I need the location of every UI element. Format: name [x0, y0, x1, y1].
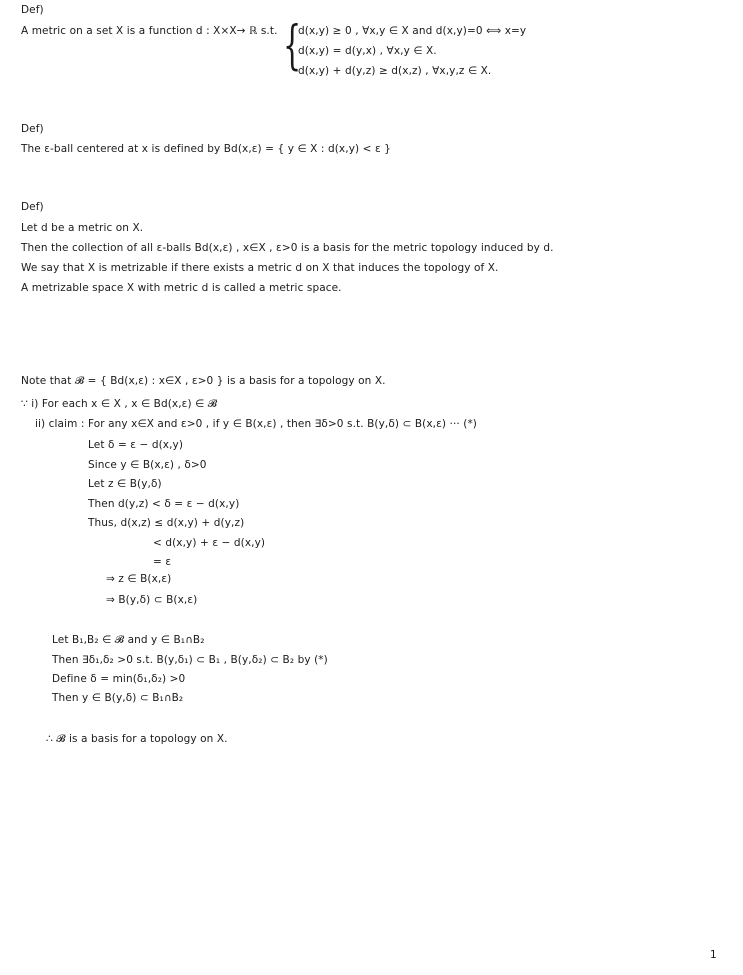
claim-line-1: Let δ = ε − d(x,y) — [88, 439, 184, 451]
claim-line-5: Thus, d(x,z) ≤ d(x,y) + d(y,z) — [88, 517, 245, 529]
basis-line-1: Let B₁,B₂ ∈ 𝓑 and y ∈ B₁∩B₂ — [52, 634, 205, 646]
basis-line-2: Then ∃δ₁,δ₂ >0 s.t. B(y,δ₁) ⊂ B₁ , B(y,δ₂) ⊂ B₂ by (*) — [52, 654, 328, 666]
def3-line-3: We say that X is metrizable if there exists a metric d on X that induces the topology of X. — [21, 262, 499, 274]
claim-line-4: Then d(y,z) < δ = ε − d(x,y) — [88, 498, 240, 510]
claim-line-8: ⇒ z ∈ B(x,ε) — [106, 573, 172, 585]
proof-step-2-claim: ii) claim : For any x∈X and ε>0 , if y ∈ B(x,ε) , then ∃δ>0 s.t. B(y,δ) ⊂ B(x,ε) ··· (*) — [35, 418, 478, 430]
claim-line-7: = ε — [153, 556, 172, 568]
def2-heading: Def) — [21, 123, 44, 135]
claim-line-9: ⇒ B(y,δ) ⊂ B(x,ε) — [106, 594, 198, 606]
def1-heading: Def) — [21, 4, 44, 16]
def1-intro: A metric on a set X is a function d : X×X→ ℝ s.t. — [21, 25, 278, 37]
curly-brace-icon: { — [283, 16, 302, 76]
def1-condition-2: d(x,y) = d(y,x) , ∀x,y ∈ X. — [298, 45, 437, 57]
proof-step-1: ∵ i) For each x ∈ X , x ∈ Bd(x,ε) ∈ 𝓑 — [21, 398, 218, 410]
claim-line-3: Let z ∈ B(y,δ) — [88, 478, 162, 490]
page-number: 1 — [710, 949, 717, 961]
claim-line-6: < d(x,y) + ε − d(x,y) — [153, 537, 266, 549]
def3-heading: Def) — [21, 201, 44, 213]
basis-line-3: Define δ = min(δ₁,δ₂) >0 — [52, 673, 186, 685]
def3-line-1: Let d be a metric on X. — [21, 222, 144, 234]
def2-text: The ε-ball centered at x is defined by Bd(x,ε) = { y ∈ X : d(x,y) < ε } — [21, 143, 391, 155]
proof-note: Note that 𝓑 = { Bd(x,ε) : x∈X , ε>0 } is a basis for a topology on X. — [21, 375, 386, 387]
def3-line-4: A metrizable space X with metric d is called a metric space. — [21, 282, 342, 294]
def3-line-2: Then the collection of all ε-balls Bd(x,ε) , x∈X , ε>0 is a basis for the metric topology induced by d. — [21, 242, 554, 254]
def1-condition-3: d(x,y) + d(y,z) ≥ d(x,z) , ∀x,y,z ∈ X. — [298, 65, 492, 77]
proof-conclusion: ∴ 𝓑 is a basis for a topology on X. — [46, 733, 228, 745]
claim-line-2: Since y ∈ B(x,ε) , δ>0 — [88, 459, 207, 471]
def1-condition-1: d(x,y) ≥ 0 , ∀x,y ∈ X and d(x,y)=0 ⟺ x=y — [298, 25, 527, 37]
basis-line-4: Then y ∈ B(y,δ) ⊂ B₁∩B₂ — [52, 692, 184, 704]
